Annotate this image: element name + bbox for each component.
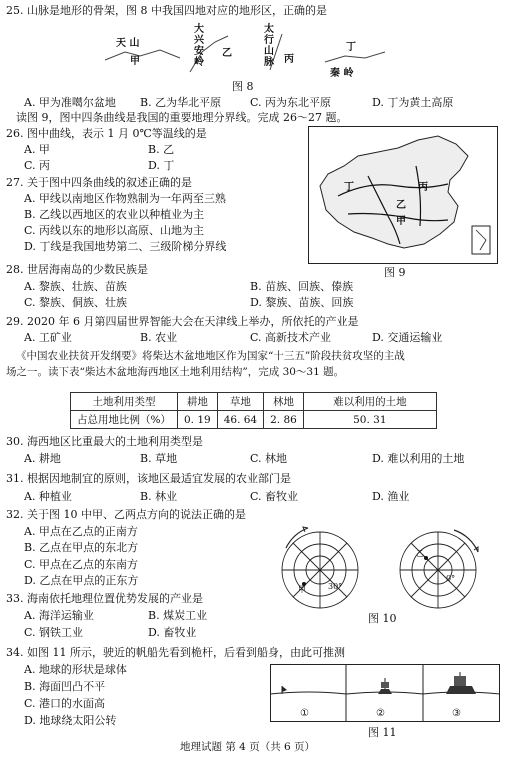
q26-stem: 26. 图中曲线，表示 1 月 0℃等温线的是 [6,127,207,140]
q29-option-a[interactable]: A. 工矿业 [24,331,72,344]
fig8-label-jia: 甲 [130,56,140,67]
q34-stem: 34. 如图 11 所示，驶近的帆船先看到桅杆，后看到船身，由此可推测 [6,646,345,659]
q30-stem: 30. 海西地区比重最大的土地利用类型是 [6,435,203,448]
q30-option-a[interactable]: A. 耕地 [24,452,61,465]
table-header-cell: 草地 [217,393,263,411]
fig10-label-yi: 乙 [416,549,424,558]
q25-option-c[interactable]: C. 丙为东北平原 [250,96,332,109]
figure-10-caption: 图 10 [368,612,397,625]
q26-27-intro: 读图 9，图中四条曲线是我国的重要地理分界线。完成 26～27 题。 [16,111,348,124]
q25-option-d[interactable]: D. 丁为黄土高原 [372,96,454,109]
fig9-label-jia: 甲 [396,216,406,227]
q27-stem: 27. 关于图中四条曲线的叙述正确的是 [6,176,192,189]
table-header-cell: 土地利用类型 [71,393,178,411]
q28-option-b[interactable]: B. 苗族、回族、傣族 [250,280,354,293]
q31-option-d[interactable]: D. 渔业 [372,490,410,503]
q31-stem: 31. 根据因地制宜的原则，该地区最适宜发展的农业部门是 [6,472,291,485]
table-header-cell: 耕地 [177,393,217,411]
table-row [71,411,437,429]
table-cell: 0. 19 [177,411,217,429]
q28-option-a[interactable]: A. 黎族、壮族、苗族 [24,280,127,293]
table-cell: 2. 86 [264,411,304,429]
q26-option-c[interactable]: C. 丙 [24,159,51,172]
q27-option-a[interactable]: A. 甲线以南地区作物熟制为一年两至三熟 [24,192,226,205]
figure-9-caption: 图 9 [384,266,406,279]
q29-option-b[interactable]: B. 农业 [140,331,178,344]
table-header-row [71,393,437,411]
q30-option-b[interactable]: B. 草地 [140,452,178,465]
figure-9-china-map [308,126,498,264]
page-footer: 地理试题 第 4 页（共 6 页） [180,741,316,753]
q26-option-b[interactable]: B. 乙 [148,143,175,156]
q33-option-a[interactable]: A. 海洋运输业 [24,609,94,622]
fig10-label-30deg: 30° [328,582,343,591]
table-cell: 50. 31 [303,411,436,429]
fig9-label-ding: 丁 [344,182,354,193]
fig11-panel-2-label: ② [376,708,385,719]
q31-option-a[interactable]: A. 种植业 [24,490,72,503]
q29-option-d[interactable]: D. 交通运输业 [372,331,443,344]
q34-option-c[interactable]: C. 港口的水面高 [24,697,106,710]
figure-8-caption: 图 8 [232,80,254,93]
land-use-table [70,392,437,429]
fig8-label-qinling: 秦 岭 [330,68,354,79]
q33-option-d[interactable]: D. 畜牧业 [148,626,197,639]
q27-option-c[interactable]: C. 丙线以东的地形以高原、山地为主 [24,224,205,237]
fig9-label-bing: 丙 [418,182,428,193]
q34-option-b[interactable]: B. 海面凹凸不平 [24,680,106,693]
q29-stem: 29. 2020 年 6 月第四届世界智能大会在天津线上举办，所依托的产业是 [6,315,359,328]
q32-option-b[interactable]: B. 乙点在甲点的东北方 [24,541,139,554]
fig10-label-0deg: 0° [446,574,456,583]
fig11-panel-1-label: ① [300,708,309,719]
table-cell: 46. 64 [217,411,263,429]
fig8-label-yi: 乙 [222,48,232,59]
q29-option-c[interactable]: C. 高新技术产业 [250,331,332,344]
fig8-label-bing: 丙 [284,54,294,65]
figure-11-caption: 图 11 [368,726,397,739]
table-header-cell: 难以利用的土地 [303,393,436,411]
q25-stem: 25. 山脉是地形的骨架，图 8 中我国四地对应的地形区，正确的是 [6,4,327,17]
q32-option-c[interactable]: C. 甲点在乙点的东南方 [24,558,139,571]
q26-option-d[interactable]: D. 丁 [148,159,175,172]
q31-option-b[interactable]: B. 林业 [140,490,178,503]
fig8-label-tianshan: 天 山 [116,38,140,49]
q32-option-d[interactable]: D. 乙点在甲点的正东方 [24,574,139,587]
q26-option-a[interactable]: A. 甲 [24,143,50,156]
q27-option-d[interactable]: D. 丁线是我国地势第二、三级阶梯分界线 [24,240,227,253]
q30-31-intro-line1: 《中国农业扶贫开发纲要》将柴达木盆地地区作为国家“十三五”阶段扶贫攻坚的主战 [16,350,405,362]
fig8-label-daxinganling: 大兴安岭 [194,24,204,68]
q28-option-d[interactable]: D. 黎族、苗族、回族 [250,296,354,309]
table-cell: 占总用地比例（%） [71,411,178,429]
q34-option-d[interactable]: D. 地球绕太阳公转 [24,714,117,727]
q25-option-b[interactable]: B. 乙为华北平原 [140,96,222,109]
q33-option-b[interactable]: B. 煤炭工业 [148,609,208,622]
fig8-label-taihangshan: 太行山脉 [264,24,274,68]
q33-stem: 33. 海南依托地理位置优势发展的产业是 [6,592,203,605]
q28-stem: 28. 世居海南岛的少数民族是 [6,263,148,276]
fig9-label-yi: 乙 [396,200,406,211]
q28-option-c[interactable]: C. 黎族、侗族、壮族 [24,296,128,309]
q25-option-a[interactable]: A. 甲为准噶尔盆地 [24,96,116,109]
fig11-panel-3-label: ③ [452,708,461,719]
q30-option-c[interactable]: C. 林地 [250,452,288,465]
q34-option-a[interactable]: A. 地球的形状是球体 [24,663,127,676]
figure-10-polar-grids [268,518,504,614]
q31-option-c[interactable]: C. 畜牧业 [250,490,299,503]
fig8-label-ding: 丁 [346,42,356,53]
table-header-cell: 林地 [264,393,304,411]
q32-stem: 32. 关于图 10 中甲、乙两点方向的说法正确的是 [6,508,246,521]
q33-option-c[interactable]: C. 钢铁工业 [24,626,84,639]
q30-option-d[interactable]: D. 难以利用的土地 [372,452,465,465]
q30-31-intro-line2: 场之一。读下表“柴达木盆地海西地区土地利用结构”，完成 30～31 题。 [6,366,345,378]
q32-option-a[interactable]: A. 甲点在乙点的正南方 [24,525,138,538]
q27-option-b[interactable]: B. 乙线以西地区的农业以种植业为主 [24,208,205,221]
fig10-label-jia: 甲 [298,585,306,594]
